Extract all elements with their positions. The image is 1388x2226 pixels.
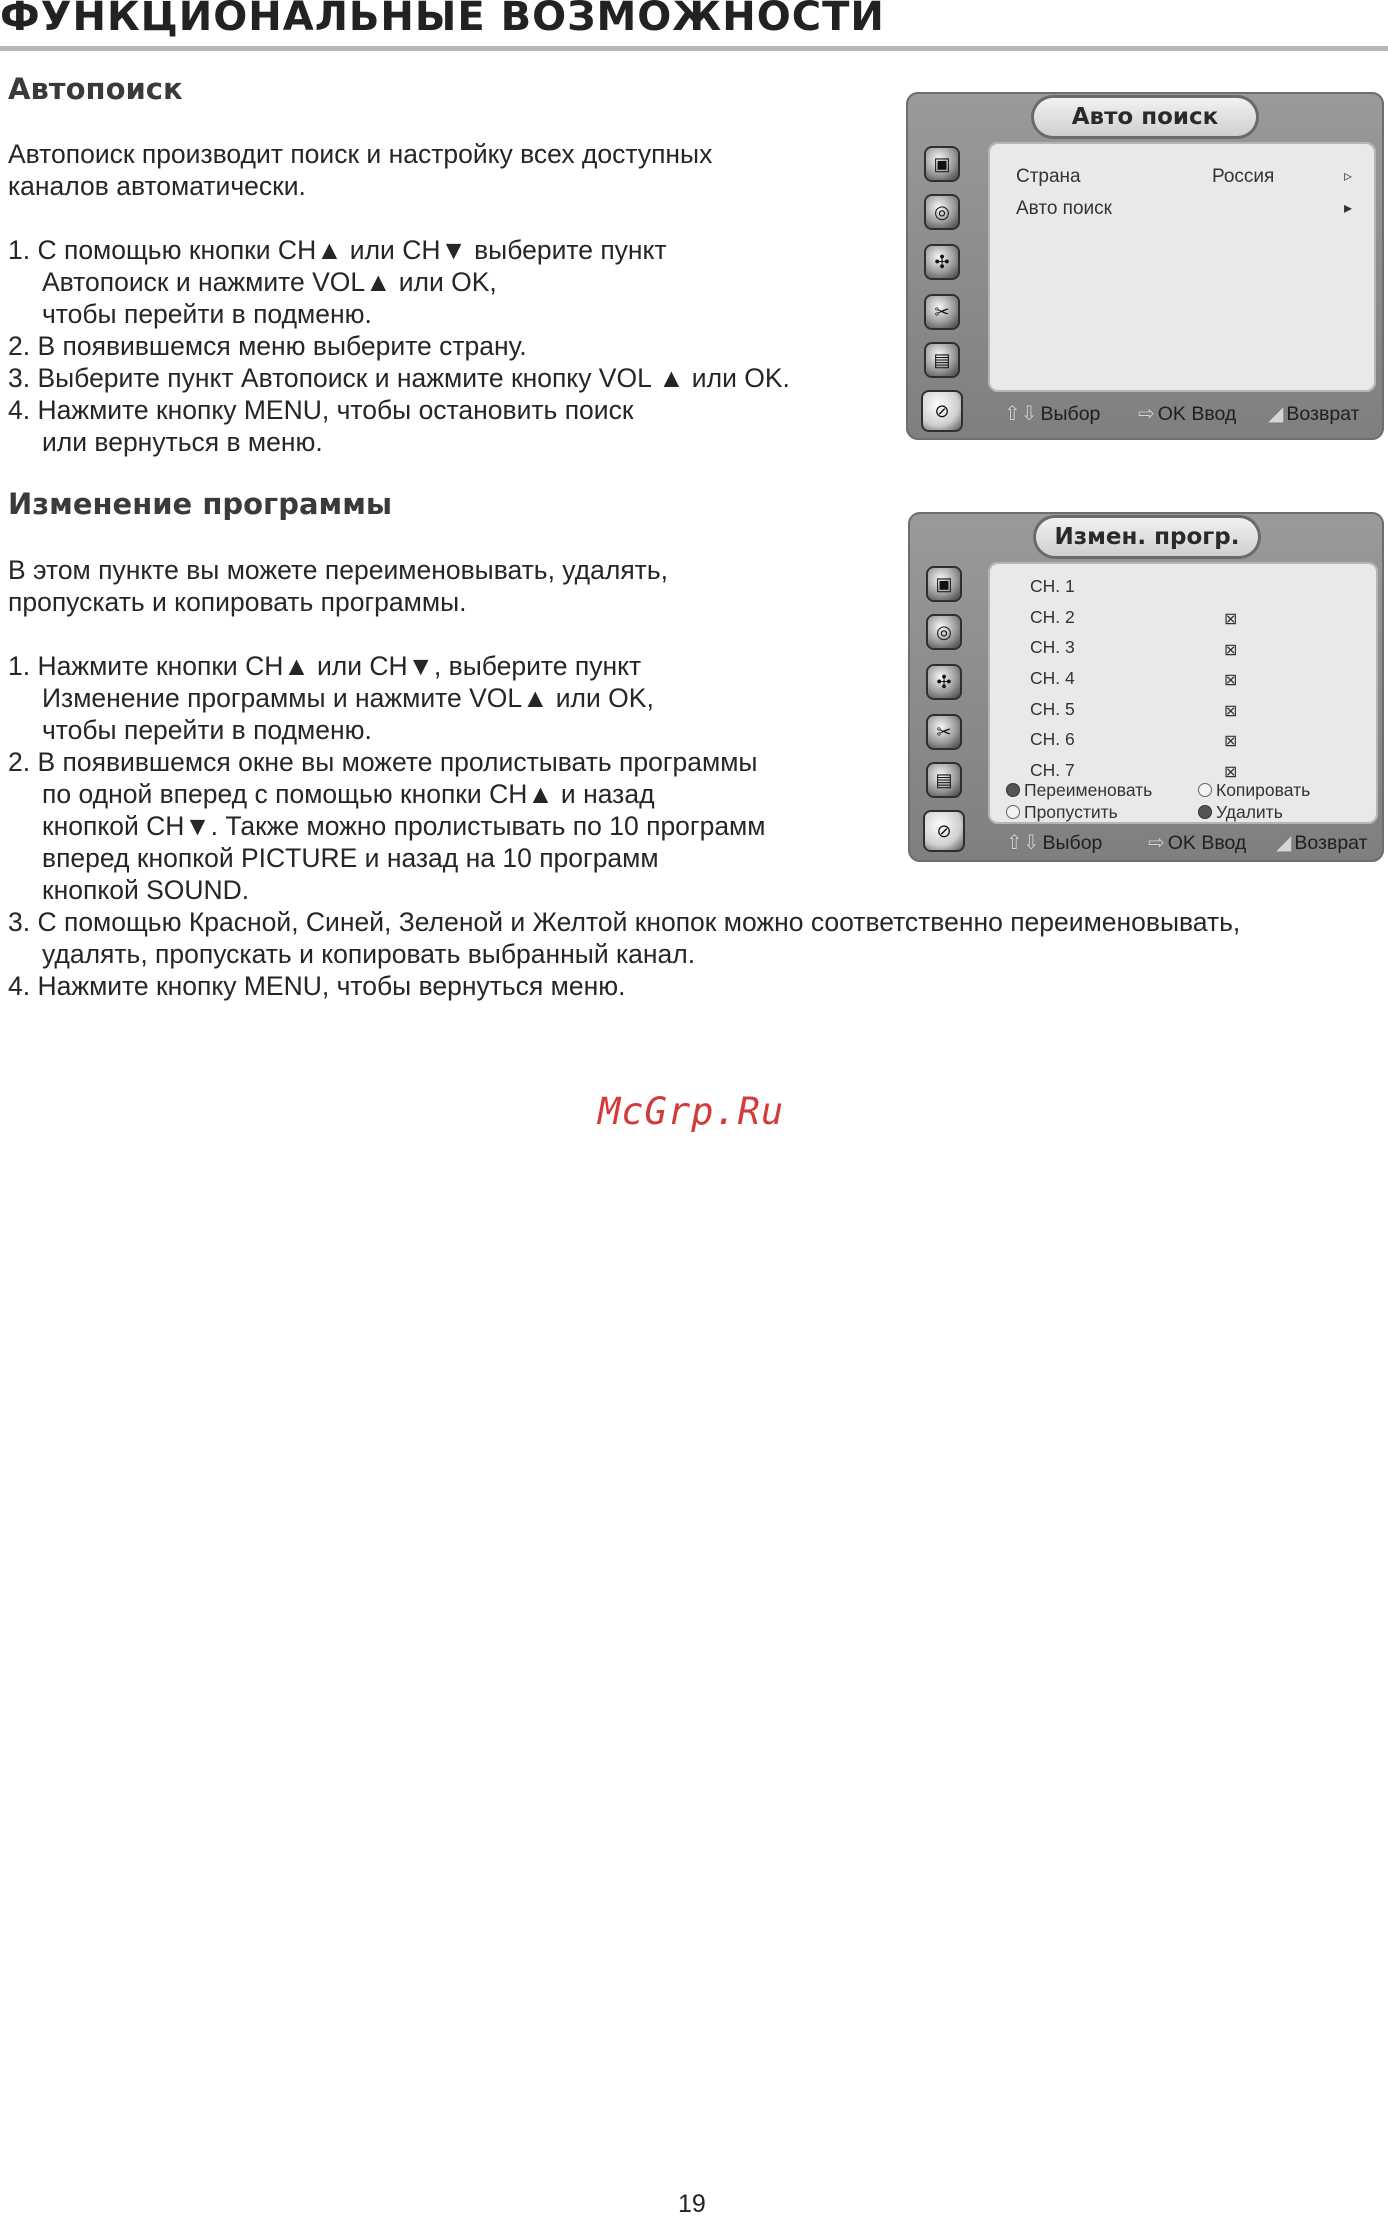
footer-enter: ⇨ OK Ввод xyxy=(1148,832,1247,854)
step-line: 3. Выберите пункт Автопоиск и нажмите кнопку VOL ▲ или OK. xyxy=(8,363,790,393)
autosearch-heading: Автопоиск xyxy=(8,72,183,106)
channel-icon[interactable]: ⊘ xyxy=(925,812,963,850)
autosearch-osd xyxy=(906,92,1384,440)
text-line: каналов автоматически. xyxy=(8,171,306,201)
step-line: 1. С помощью кнопки CH▲ или CH▼ выберите пункт xyxy=(8,235,667,265)
osd-content-panel xyxy=(988,562,1378,824)
up-down-arrows-icon: ⇧⇩ xyxy=(1004,403,1038,425)
footer-select: ⇧⇩ Выбор xyxy=(1006,832,1103,854)
skip-mark-icon: ⊠ xyxy=(1224,642,1238,659)
skip-mark-icon: ⊠ xyxy=(1224,703,1238,720)
step-line: вперед кнопкой PICTURE и назад на 10 программ xyxy=(42,843,659,873)
step-line: чтобы перейти в подменю. xyxy=(42,715,372,745)
footer-back: ◢ Возврат xyxy=(1268,403,1360,425)
step-line: кнопкой SOUND. xyxy=(42,875,250,905)
page-number: 19 xyxy=(678,2190,706,2218)
channel-row[interactable]: CH. 3 xyxy=(1030,637,1075,657)
menu-item-country[interactable] xyxy=(1016,166,1081,188)
setup-icon[interactable]: ✂ xyxy=(928,716,960,748)
green-button-icon xyxy=(1006,805,1020,819)
step-line: Автопоиск и нажмите VOL▲ или OK, xyxy=(42,267,497,297)
title-divider xyxy=(0,46,1388,51)
return-icon: ◢ xyxy=(1268,403,1284,425)
osd-tab-title: Авто поиск xyxy=(1034,98,1256,136)
channel-row[interactable]: CH. 5 xyxy=(1030,699,1075,719)
up-down-arrows-icon: ⇧⇩ xyxy=(1006,832,1040,854)
channel-row[interactable]: CH. 7 xyxy=(1030,760,1075,780)
sound-icon[interactable]: ◎ xyxy=(926,196,958,228)
setup-icon[interactable]: ✂ xyxy=(926,296,958,328)
text-line: В этом пункте вы можете переименовывать, удалять, xyxy=(8,555,668,585)
step-line: 1. Нажмите кнопки CH▲ или CH▼, выберите пункт xyxy=(8,651,642,681)
skip-mark-icon: ⊠ xyxy=(1224,611,1238,628)
red-button-icon xyxy=(1006,783,1020,797)
step-line: 4. Нажмите кнопку MENU, чтобы вернуться меню. xyxy=(8,971,626,1001)
delete-action[interactable]: Удалить xyxy=(1198,802,1283,823)
right-arrow-icon: ⇨ xyxy=(1148,832,1165,854)
channel-row[interactable]: CH. 6 xyxy=(1030,729,1075,749)
step-line: 2. В появившемся окне вы можете пролистывать программы xyxy=(8,747,758,777)
text-line: пропускать и копировать программы. xyxy=(8,587,467,617)
right-arrow-icon: ▸ xyxy=(1344,200,1353,217)
copy-action[interactable]: Копировать xyxy=(1198,780,1310,801)
return-icon: ◢ xyxy=(1276,832,1292,854)
skip-action[interactable]: Пропустить xyxy=(1006,802,1118,823)
picture-icon[interactable]: ▣ xyxy=(926,148,958,180)
step-line: или вернуться в меню. xyxy=(42,427,323,457)
skip-mark-icon: ⊠ xyxy=(1224,672,1238,689)
screen-icon[interactable]: ▤ xyxy=(926,344,958,376)
right-arrow-icon: ⇨ xyxy=(1138,403,1155,425)
skip-mark-icon: ⊠ xyxy=(1224,733,1238,750)
function-icon[interactable]: ✣ xyxy=(926,246,958,278)
step-line: Изменение программы и нажмите VOL▲ или OK, xyxy=(42,683,654,713)
step-line: 2. В появившемся меню выберите страну. xyxy=(8,331,527,361)
channel-row[interactable]: CH. 4 xyxy=(1030,668,1075,688)
autosearch-text xyxy=(8,138,790,458)
footer-back: ◢ Возврат xyxy=(1276,832,1368,854)
sound-icon[interactable]: ◎ xyxy=(928,616,960,648)
rename-action[interactable]: Переименовать xyxy=(1006,780,1152,801)
channel-row[interactable]: CH. 1 xyxy=(1030,576,1075,596)
menu-item-label: Авто поиск xyxy=(1016,198,1112,219)
step-line: 4. Нажмите кнопку MENU, чтобы остановить поиск xyxy=(8,395,634,425)
menu-item-auto-search[interactable] xyxy=(1016,198,1112,220)
osd-content-panel xyxy=(988,142,1376,392)
picture-icon[interactable]: ▣ xyxy=(928,568,960,600)
step-line: по одной вперед с помощью кнопки CH▲ и назад xyxy=(42,779,655,809)
country-value: Россия xyxy=(1212,166,1275,187)
function-icon[interactable]: ✣ xyxy=(928,666,960,698)
channel-row[interactable]: CH. 2 xyxy=(1030,607,1075,627)
osd-tab-title: Измен. прогр. xyxy=(1036,518,1258,556)
step-line: 3. С помощью Красной, Синей, Зеленой и Желтой кнопок можно соответственно переименовывать, xyxy=(8,907,1241,937)
menu-item-label: Страна xyxy=(1016,166,1081,187)
skip-mark-icon: ⊠ xyxy=(1224,764,1238,781)
step-line: удалять, пропускать и копировать выбранный канал. xyxy=(42,939,696,969)
step-line: чтобы перейти в подменю. xyxy=(42,299,372,329)
footer-select: ⇧⇩ Выбор xyxy=(1004,403,1101,425)
step-line: кнопкой CH▼. Также можно пролистывать по 10 программ xyxy=(42,811,766,841)
program-edit-heading: Изменение программы xyxy=(8,487,393,521)
footer-enter: ⇨ OK Ввод xyxy=(1138,403,1237,425)
yellow-button-icon xyxy=(1198,783,1212,797)
program-edit-osd xyxy=(908,512,1384,862)
right-arrow-icon: ▹ xyxy=(1344,168,1353,185)
blue-button-icon xyxy=(1198,805,1212,819)
page-title: ФУНКЦИОНАЛЬНЫЕ ВОЗМОЖНОСТИ xyxy=(0,0,885,40)
channel-icon[interactable]: ⊘ xyxy=(923,392,961,430)
screen-icon[interactable]: ▤ xyxy=(928,764,960,796)
watermark: McGrp.Ru xyxy=(598,1090,785,1133)
text-line: Автопоиск производит поиск и настройку всех доступных xyxy=(8,139,713,169)
